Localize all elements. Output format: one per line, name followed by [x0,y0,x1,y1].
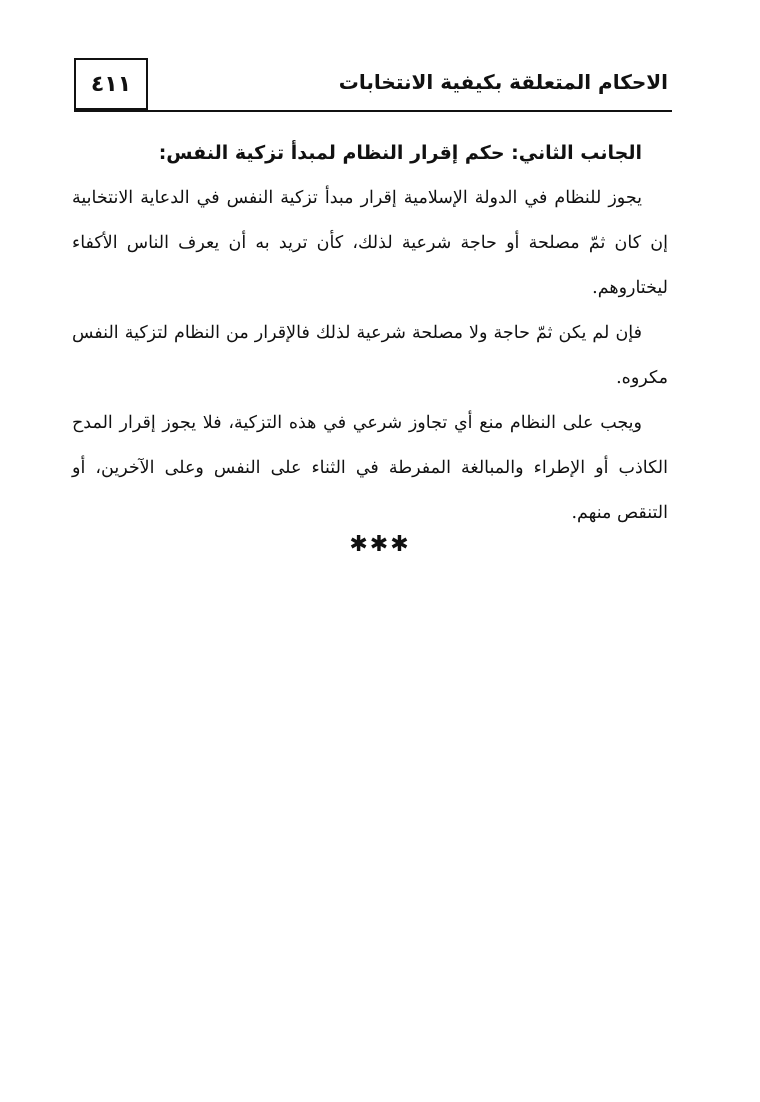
page-header [74,58,672,114]
body-text [72,130,668,536]
running-title: الاحكام المتعلقة بكيفية الانتخابات [338,70,668,94]
paragraph-3: ويجب على النظام منع أي تجاوز شرعي في هذه التزكية، فلا يجوز إقرار المدح الكاذب أو الإطراء والمبالغة المفرطة في الثناء على النفس وعلى الآخرين، أو التنقص منهم. [72,413,668,523]
paragraph-1: يجوز للنظام في الدولة الإسلامية إقرار مبدأ تزكية النفس في الدعاية الانتخابية إن كان ثمّ مصلحة أو حاجة شرعية لذلك، كأن تريد به أن يعرف الناس الأكفاء ليختاروهم. [72,188,668,298]
page-number: ٤١١ [74,58,148,110]
header-rule [74,110,672,112]
section-heading: الجانب الثاني: حكم إقرار النظام لمبدأ تزكية النفس: [158,142,642,164]
section-separator: ✱✱✱ [349,532,411,557]
paragraph-2: فإن لم يكن ثمّ حاجة ولا مصلحة شرعية لذلك فالإقرار من النظام لتزكية النفس مكروه. [72,323,668,388]
